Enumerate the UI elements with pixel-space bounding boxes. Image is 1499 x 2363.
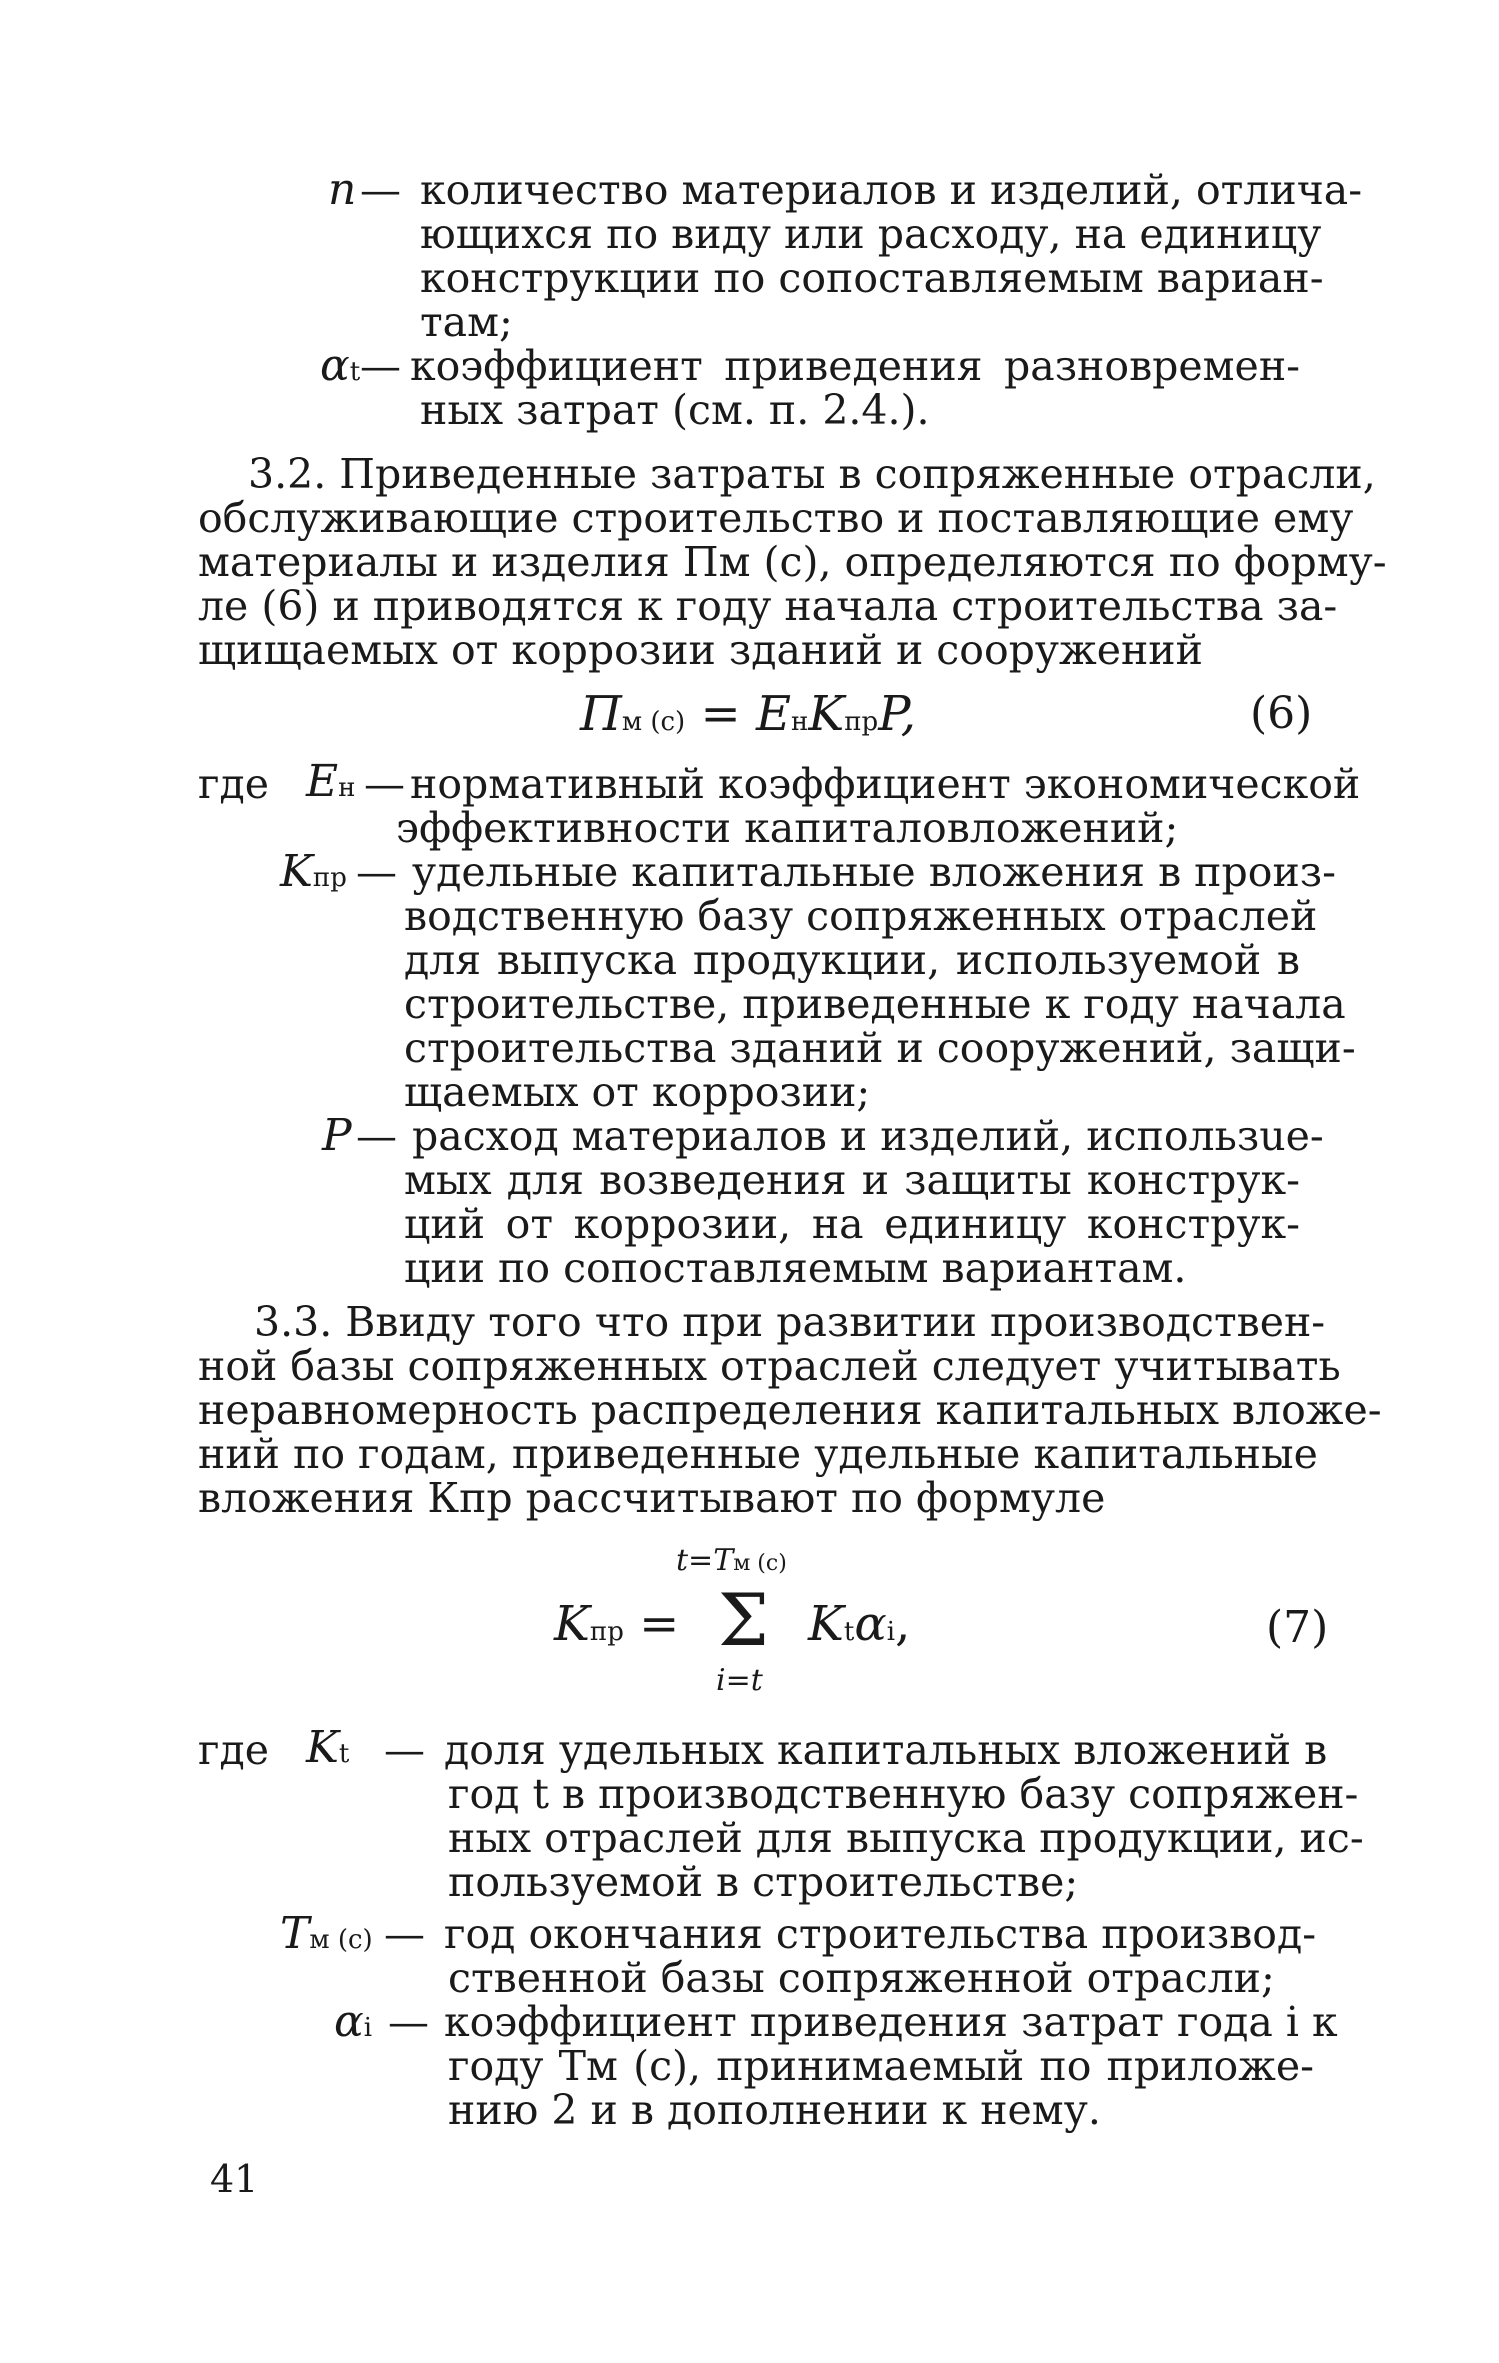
text-line: количество материалов и изделий, отлича- <box>420 166 1363 214</box>
text-line: ственной базы сопряженной отрасли; <box>448 1954 1275 2002</box>
subscript: н <box>791 707 809 737</box>
symbol-alpha-i <box>334 1996 373 2047</box>
where-word: где <box>198 1726 269 1774</box>
subscript: пр <box>312 863 347 893</box>
text-line: щаемых от коррозии; <box>404 1068 871 1116</box>
text-line: год t в производственную базу сопряжен- <box>448 1770 1359 1818</box>
dash: — <box>364 760 405 808</box>
text-line: год окончания строительства производ- <box>444 1910 1317 1958</box>
dash: — <box>388 1998 429 2046</box>
paragraph-line: неравномерность распределения капитальных вложе- <box>198 1386 1382 1434</box>
paragraph-line: ле (6) и приводятся к году начала строительства за- <box>198 582 1338 630</box>
text-line: строительстве, приведенные к году начала <box>404 980 1346 1028</box>
symbol-kt <box>306 1722 350 1773</box>
letter: K <box>306 1722 339 1773</box>
sigma-symbol: Σ <box>718 1578 769 1662</box>
symbol-kpr <box>280 846 347 897</box>
text-line: пользуемой в строительстве; <box>448 1858 1079 1906</box>
text-line: строительства зданий и сооружений, защи- <box>404 1024 1356 1072</box>
dash: — <box>360 166 401 214</box>
alpha-letter: α <box>334 1996 364 2047</box>
subscript: t <box>338 1739 350 1769</box>
comma: , <box>895 1596 911 1652</box>
limit-text: t=T <box>676 1543 734 1578</box>
formula-symbol: E <box>755 686 791 742</box>
text-line: для выпуска продукции, используемой в <box>404 936 1300 984</box>
letter: T <box>280 1908 310 1959</box>
text-line: коэффициент приведения разновремен- <box>410 342 1300 390</box>
paragraph-line: ной базы сопряженных отраслей следует учитывать <box>198 1342 1341 1390</box>
text-line: году Тм (с), принимаемый по приложе- <box>448 2042 1314 2090</box>
formula-symbol: K <box>808 1596 844 1652</box>
letter: E <box>306 756 339 807</box>
text-line: удельные капитальные вложения в произ- <box>412 848 1336 896</box>
formula-symbol: П <box>580 686 622 742</box>
subscript: м (с) <box>733 1551 787 1576</box>
formula-symbol: α <box>854 1596 887 1652</box>
where-word: где <box>198 760 269 808</box>
text-line: ций от коррозии, на единицу конструк- <box>404 1200 1300 1248</box>
formula-symbol: K <box>554 1596 590 1652</box>
alpha-letter: α <box>320 340 350 391</box>
paragraph-line: 3.3. Ввиду того что при развитии производствен- <box>254 1298 1326 1346</box>
symbol-alpha-t <box>320 340 361 391</box>
symbol-p: P <box>322 1110 352 1161</box>
equation-number: (6) <box>1250 688 1313 739</box>
text-line: доля удельных капитальных вложений в <box>444 1726 1328 1774</box>
paragraph-line: ний по годам, приведенные удельные капитальные <box>198 1430 1318 1478</box>
dash: — <box>384 1910 425 1958</box>
equals-sign: = <box>639 1596 680 1652</box>
subscript: t <box>843 1617 855 1647</box>
subscript: м (с) <box>621 707 686 737</box>
subscript: i <box>363 2013 373 2043</box>
subscript: t <box>349 357 361 387</box>
text-line: конструкции по сопоставляемым вариан- <box>420 254 1324 302</box>
symbol-tm <box>280 1908 373 1959</box>
symbol-n: n <box>328 164 357 215</box>
letter: K <box>280 846 313 897</box>
text-line: ных отраслей для выпуска продукции, ис- <box>448 1814 1364 1862</box>
text-line: расход материалов и изделий, использue- <box>412 1112 1324 1160</box>
text-line: нормативный коэффициент экономической <box>410 760 1361 808</box>
equals-sign: = <box>700 686 741 742</box>
subscript: м (с) <box>309 1925 373 1955</box>
paragraph-line: щищаемых от коррозии зданий и сооружений <box>198 626 1203 674</box>
paragraph-line: вложения Кпр рассчитывают по формуле <box>198 1474 1106 1522</box>
equation-number: (7) <box>1266 1602 1329 1653</box>
text-line: водственную базу сопряженных отраслей <box>404 892 1318 940</box>
dash: — <box>360 342 401 390</box>
dash: — <box>356 1112 397 1160</box>
text-line: эффективности капиталовложений; <box>396 804 1179 852</box>
page-number: 41 <box>210 2157 259 2201</box>
sum-lower-limit: i=t <box>716 1663 763 1698</box>
dash: — <box>384 1726 425 1774</box>
subscript: i <box>886 1617 896 1647</box>
text-line: ции по сопоставляемым вариантам. <box>404 1244 1187 1292</box>
formula-symbol: K <box>808 686 845 742</box>
text-line: там; <box>420 298 513 346</box>
paragraph-line: обслуживающие строительство и поставляющие ему <box>198 494 1354 542</box>
paragraph-line: материалы и изделия Пм (с), определяются по форму- <box>198 538 1387 586</box>
sum-upper-limit <box>676 1543 787 1578</box>
text-line: ющихся по виду или расходу, на единицу <box>420 210 1322 258</box>
formula-7-lhs <box>554 1596 680 1652</box>
subscript: пр <box>844 707 879 737</box>
text-line: нию 2 и в дополнении к нему. <box>448 2086 1101 2134</box>
formula-6 <box>580 686 917 742</box>
formula-symbol: P, <box>878 686 917 742</box>
text-line: мых для возведения и защиты конструк- <box>404 1156 1300 1204</box>
subscript: н <box>338 773 356 803</box>
formula-7-rhs <box>808 1596 911 1652</box>
text-line: коэффициент приведения затрат года i к <box>444 1998 1338 2046</box>
dash: — <box>356 848 397 896</box>
text-line: ных затрат (см. п. 2.4.). <box>420 386 930 434</box>
symbol-en <box>306 756 356 807</box>
paragraph-line: 3.2. Приведенные затраты в сопряженные отрасли, <box>248 450 1376 498</box>
subscript: пр <box>589 1617 624 1647</box>
